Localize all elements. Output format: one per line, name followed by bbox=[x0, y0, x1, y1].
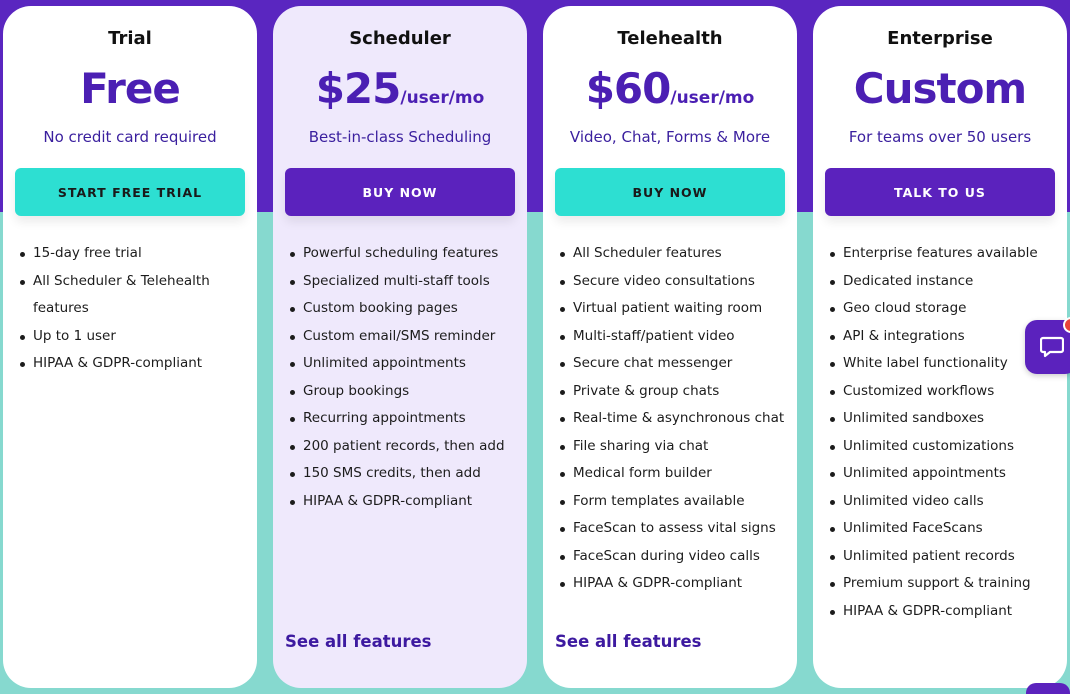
feature-item: 150 SMS credits, then add bbox=[289, 460, 519, 488]
buy-now-scheduler-button[interactable]: BUY NOW bbox=[285, 168, 515, 216]
feature-item: Unlimited appointments bbox=[829, 460, 1059, 488]
feature-item: Unlimited video calls bbox=[829, 488, 1059, 516]
feature-item: Private & group chats bbox=[559, 378, 789, 406]
feature-item: Custom email/SMS reminder bbox=[289, 323, 519, 351]
feature-item: API & integrations bbox=[829, 323, 1059, 351]
plan-subtitle: Video, Chat, Forms & More bbox=[569, 128, 771, 146]
feature-item: Enterprise features available bbox=[829, 240, 1059, 268]
feature-item: Recurring appointments bbox=[289, 405, 519, 433]
plan-card-trial bbox=[3, 6, 257, 688]
price-unit: /user/mo bbox=[670, 88, 755, 108]
see-all-features-link[interactable]: See all features bbox=[285, 632, 432, 651]
plan-price bbox=[543, 64, 797, 113]
price-amount: $60 bbox=[585, 64, 671, 113]
feature-item: HIPAA & GDPR-compliant bbox=[559, 570, 789, 598]
feature-item: Real-time & asynchronous chat bbox=[559, 405, 789, 433]
feature-item: All Scheduler & Telehealth features bbox=[19, 268, 249, 323]
feature-item: Specialized multi-staff tools bbox=[289, 268, 519, 296]
feature-list bbox=[289, 240, 519, 515]
feature-item: FaceScan to assess vital signs bbox=[559, 515, 789, 543]
notification-badge bbox=[1063, 317, 1070, 333]
plan-name: Scheduler bbox=[349, 28, 451, 49]
plan-card-scheduler bbox=[273, 6, 527, 688]
feature-item: Secure video consultations bbox=[559, 268, 789, 296]
feature-item: All Scheduler features bbox=[559, 240, 789, 268]
plan-price bbox=[3, 64, 257, 113]
feature-item: Unlimited customizations bbox=[829, 433, 1059, 461]
plan-subtitle: No credit card required bbox=[43, 128, 217, 146]
feature-item: FaceScan during video calls bbox=[559, 543, 789, 571]
price-amount: Free bbox=[80, 64, 180, 113]
plan-subtitle: For teams over 50 users bbox=[848, 128, 1032, 146]
feature-item: Unlimited FaceScans bbox=[829, 515, 1059, 543]
price-unit: /user/mo bbox=[400, 88, 485, 108]
feature-item: Up to 1 user bbox=[19, 323, 249, 351]
plan-card-telehealth bbox=[543, 6, 797, 688]
corner-widget-tab[interactable] bbox=[1026, 683, 1070, 694]
price-amount: $25 bbox=[315, 64, 401, 113]
feature-item: Premium support & training bbox=[829, 570, 1059, 598]
chat-bubble-icon bbox=[1040, 336, 1064, 358]
plan-name: Trial bbox=[108, 28, 152, 49]
feature-list bbox=[19, 240, 249, 378]
feature-item: Geo cloud storage bbox=[829, 295, 1059, 323]
feature-item: Unlimited patient records bbox=[829, 543, 1059, 571]
feature-item: Custom booking pages bbox=[289, 295, 519, 323]
buy-now-telehealth-button[interactable]: BUY NOW bbox=[555, 168, 785, 216]
talk-to-us-button[interactable]: TALK TO US bbox=[825, 168, 1055, 216]
feature-item: HIPAA & GDPR-compliant bbox=[829, 598, 1059, 626]
chat-widget-button[interactable] bbox=[1025, 320, 1070, 374]
feature-item: Virtual patient waiting room bbox=[559, 295, 789, 323]
feature-item: Multi-staff/patient video bbox=[559, 323, 789, 351]
plan-price bbox=[813, 64, 1067, 113]
plan-subtitle: Best-in-class Scheduling bbox=[308, 128, 492, 146]
feature-item: Customized workflows bbox=[829, 378, 1059, 406]
feature-item: File sharing via chat bbox=[559, 433, 789, 461]
feature-item: Secure chat messenger bbox=[559, 350, 789, 378]
feature-item: Powerful scheduling features bbox=[289, 240, 519, 268]
feature-item: 200 patient records, then add bbox=[289, 433, 519, 461]
feature-item: Unlimited sandboxes bbox=[829, 405, 1059, 433]
feature-item: White label functionality bbox=[829, 350, 1059, 378]
feature-item: Form templates available bbox=[559, 488, 789, 516]
feature-item: Medical form builder bbox=[559, 460, 789, 488]
feature-item: HIPAA & GDPR-compliant bbox=[19, 350, 249, 378]
start-free-trial-button[interactable]: START FREE TRIAL bbox=[15, 168, 245, 216]
feature-item: Group bookings bbox=[289, 378, 519, 406]
feature-item: Unlimited appointments bbox=[289, 350, 519, 378]
feature-item: Dedicated instance bbox=[829, 268, 1059, 296]
feature-list bbox=[559, 240, 789, 598]
see-all-features-link[interactable]: See all features bbox=[555, 632, 702, 651]
price-amount: Custom bbox=[853, 64, 1027, 113]
feature-list bbox=[829, 240, 1059, 625]
plan-price bbox=[273, 64, 527, 113]
feature-item: HIPAA & GDPR-compliant bbox=[289, 488, 519, 516]
feature-item: 15-day free trial bbox=[19, 240, 249, 268]
plan-name: Telehealth bbox=[617, 28, 723, 49]
plan-name: Enterprise bbox=[887, 28, 993, 49]
